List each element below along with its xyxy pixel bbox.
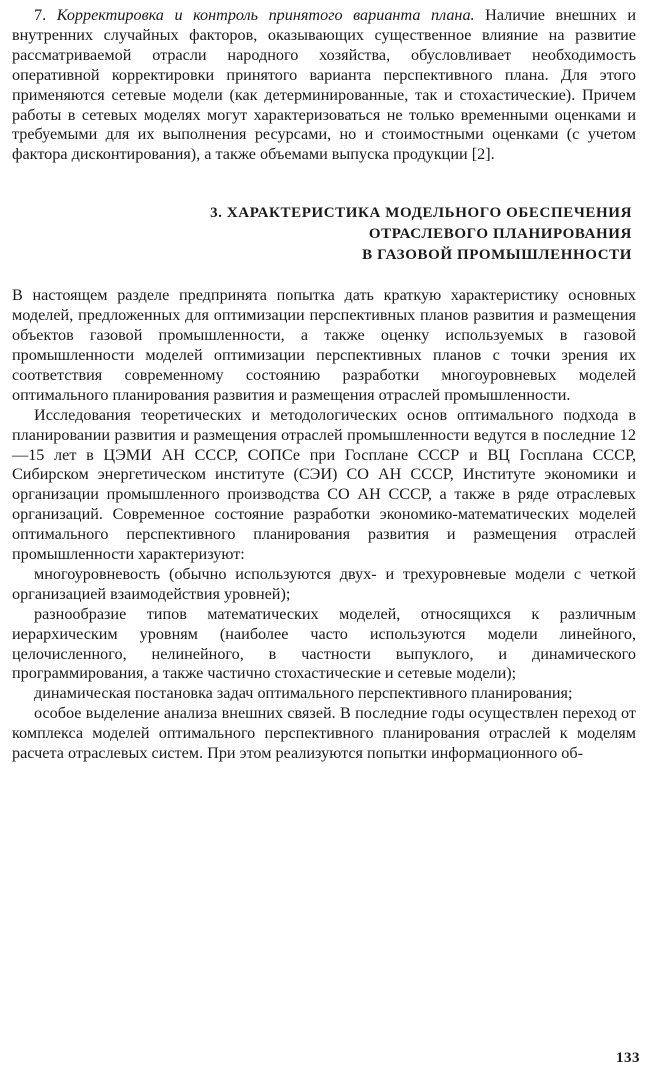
paragraph-1: В настоящем разделе предпринята попытка дать краткую характеристику основных моделей, предложенных для оптимизации перспективных планов развития и размещения объектов газовой промышленности, а также оценку используемых в газовой промышленности моделей оптимизации перспективных планов с точки зрения их соответствия современному состоянию разработки многоуровневых моделей оптимального планирования развития и размещения отраслей промышленности. bbox=[12, 286, 636, 404]
paragraph-2: Исследования теоретических и методологических основ оптимального подхода в планировании развития и размещения отраслей промышленности ведутся в последние 12—15 лет в ЦЭМИ АН СССР, СОПСе при Госплане СССР и ВЦ Госплана СССР, Сибирском энергетическом институте (СЭИ) СО АН СССР, Институте экономики и организации промышленного производства СО АН СССР, а также в ряде отраслевых организаций. Современное состояние разработки экономико-математических моделей оптимального перспективного планирования развития и размещения отраслей промышленности характеризуют: bbox=[12, 405, 636, 564]
section-heading-line-3: В ГАЗОВОЙ ПРОМЫШЛЕННОСТИ bbox=[362, 247, 632, 264]
list-item-dynamic-setting: динамическая постановка задач оптимального перспективного планирования; bbox=[34, 684, 573, 703]
item-number: 7. bbox=[34, 6, 47, 24]
section-heading bbox=[12, 203, 636, 266]
page-number: 133 bbox=[616, 1050, 640, 1066]
section-heading-line-1: 3. ХАРАКТЕРИСТИКА МОДЕЛЬНОГО ОБЕСПЕЧЕНИЯ bbox=[210, 205, 632, 222]
list-item-model-variety: разнообразие типов математических моделей, относящихся к различным иерархическим уровням (наиболее часто используются модели линейного, целочисленного, нелинейного, в частности выпуклого, и динамического программирования, а также частично стохастические и сетевые модели); bbox=[12, 604, 636, 683]
item-title: Корректировка и контроль принятого варианта плана. bbox=[56, 6, 475, 24]
section-heading-line-2: ОТРАСЛЕВОГО ПЛАНИРОВАНИЯ bbox=[368, 226, 632, 243]
intro-paragraph-text: Наличие внешних и внутренних случайных факторов, оказывающих существенное влияние на развитие рассматриваемой отрасли народного хозяйства, обусловливает необходимость оперативной корректировки принятого варианта перспективного плана. Для этого применяются сетевые модели (как детерминированные, так и стохастические). Причем работы в сетевых моделях могут характеризоваться не только временными оценками и требуемыми для их выполнения ресурсами, но и стоимостными оценками (с учетом фактора дисконтирования), а также объемами выпуска продукции [2]. bbox=[12, 6, 637, 164]
list-item-external-links: особое выделение анализа внешних связей. В последние годы осуществлен переход от комплекса моделей оптимального перспективного планирования отраслей к моделям расчета отраслевых систем. При этом реализуются попытки информационного об- bbox=[12, 704, 636, 763]
intro-paragraph bbox=[12, 6, 636, 165]
list-item-multilevel: многоуровневость (обычно используются двух- и трехуровневые модели с четкой организацией взаимодействия уровней); bbox=[12, 564, 636, 603]
